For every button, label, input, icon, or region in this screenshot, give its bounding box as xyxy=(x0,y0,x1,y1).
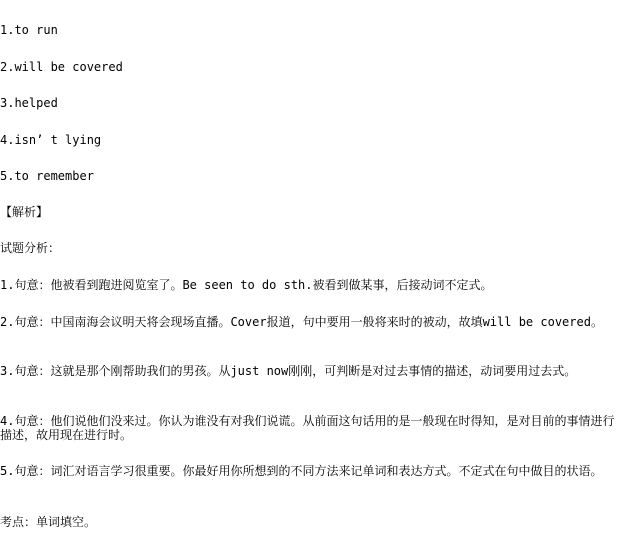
explanation-4: 4.句意：他们说他们没来过。你认为谁没有对我们说谎。从前面这句话用的是一般现在时得知，是对目前的事情进行描述，故用现在进行时。 xyxy=(0,414,615,442)
answer-4: 4.isn’ t lying xyxy=(0,133,102,147)
explanation-3: 3.句意：这就是那个刚帮助我们的男孩。从just now刚刚，可判断是对过去事情的描述，动词要用过去式。 xyxy=(0,364,577,378)
explanation-5: 5.句意：词汇对语言学习很重要。你最好用你所想到的不同方法来记单词和表达方式。不定式在句中做目的状语。 xyxy=(0,464,603,478)
answer-2: 2.will be covered xyxy=(0,60,123,74)
analysis-intro: 试题分析： xyxy=(0,241,61,255)
explanation-2: 2.句意：中国南海会议明天将会现场直播。Cover报道，句中要用一般将来时的被动，故填will be covered。 xyxy=(0,315,603,329)
topic-line: 考点：单词填空。 xyxy=(0,515,97,529)
answer-1: 1.to run xyxy=(0,23,58,37)
answer-5: 5.to remember xyxy=(0,169,94,183)
answer-3: 3.helped xyxy=(0,96,58,110)
explanation-1: 1.句意：他被看到跑进阅览室了。Be seen to do sth.被看到做某事，后接动词不定式。 xyxy=(0,278,493,292)
analysis-heading: 【解析】 xyxy=(0,205,49,219)
